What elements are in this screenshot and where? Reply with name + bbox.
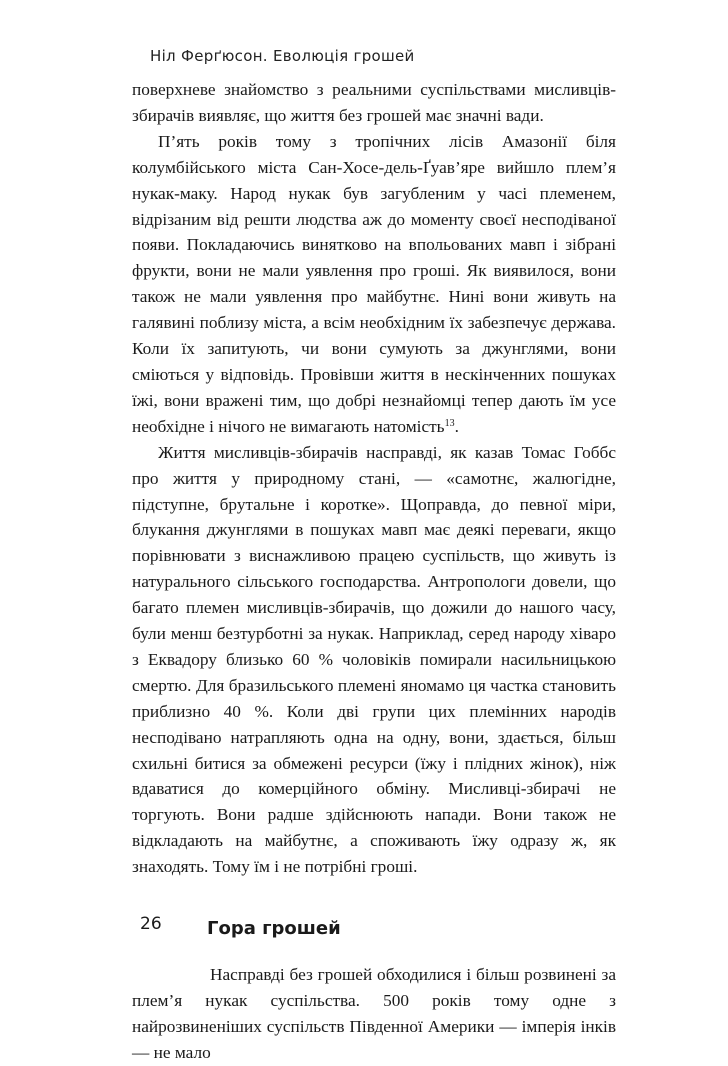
paragraph-2-text: П’ять років тому з тропічних лісів Амазонії біля колумбійського міста Сан-Хосе-дель-Ґуав’яре вийшло плем’я нукак-маку. Народ нукак був загубленим у часі племенем, відрізаним від решти людства аж до моменту своєї несподіваної появи. Покладаючись винятково на впольованих мавп і зібрані фрукти, вони не мали уявлення про гроші. Як виявилося, вони також не мали уявлення про майбутнє. Нині вони живуть на галявині поблизу міста, а всім необхідним їх забезпечує держава. Коли їх запитують, чи вони сумують за джунглями, вони сміються у відповідь. Провівши життя в нескінченних пошуках їжі, вони вражені тим, що добрі незнайомці тепер дають їм усе необхідне і нічого не вимагають натомість — [132, 131, 616, 436]
paragraph-2-end: . — [454, 416, 459, 436]
paragraph-2 — [132, 129, 616, 440]
paragraph-3: Життя мисливців-збирачів насправді, як казав Томас Гоббс про життя у природному стані, — «самотнє, жалюгідне, підступне, брутальне і коротке». Щоправда, до певної міри, блукання джунглями в пошуках мавп має деякі переваги, якщо порівнювати з виснажливою працею суспільств, що живуть із натурального сільського господарства. Антропологи довели, що багато племен мисливців-збирачів, що дожили до нашого часу, були менш безтурботні за нукак. Наприклад, серед народу хіваро з Еквадору близько 60 % чоловіків помирали насильницькою смертю. Для бразильського племені яномамо ця частка становить приблизно 40 %. Коли дві групи цих племінних народів несподівано натрапляють одна на одну, вони, здається, більш схильні битися за обмежені ресурси (їжу і плідних жінок), ніж вдаватися до комерційного обміну. Мисливці-збирачі не торгують. Вони радше здійснюють напади. Вони також не відкладають на майбутнє, а споживають їжу одразу ж, як знаходять. Тому їм і не потрібні гроші. — [132, 442, 616, 877]
paragraph-4: Насправді без грошей обходилися і більш розвинені за плем’я нукак суспільства. 500 років тому одне з найрозвиненіших суспільств Південної Америки — імперія інків — не мало — [132, 965, 616, 1062]
running-head: Ніл Ферґюсон. Еволюція грошей — [150, 47, 415, 65]
body-text — [132, 77, 616, 1066]
footnote-reference: 13 — [444, 417, 455, 429]
section-heading: Гора грошей — [207, 918, 341, 940]
page-number: 26 — [140, 914, 162, 934]
paragraph-1: поверхневе знайомство з реальними суспільствами мисливців-збирачів виявляє, що життя без грошей має значні вади. — [132, 80, 616, 125]
